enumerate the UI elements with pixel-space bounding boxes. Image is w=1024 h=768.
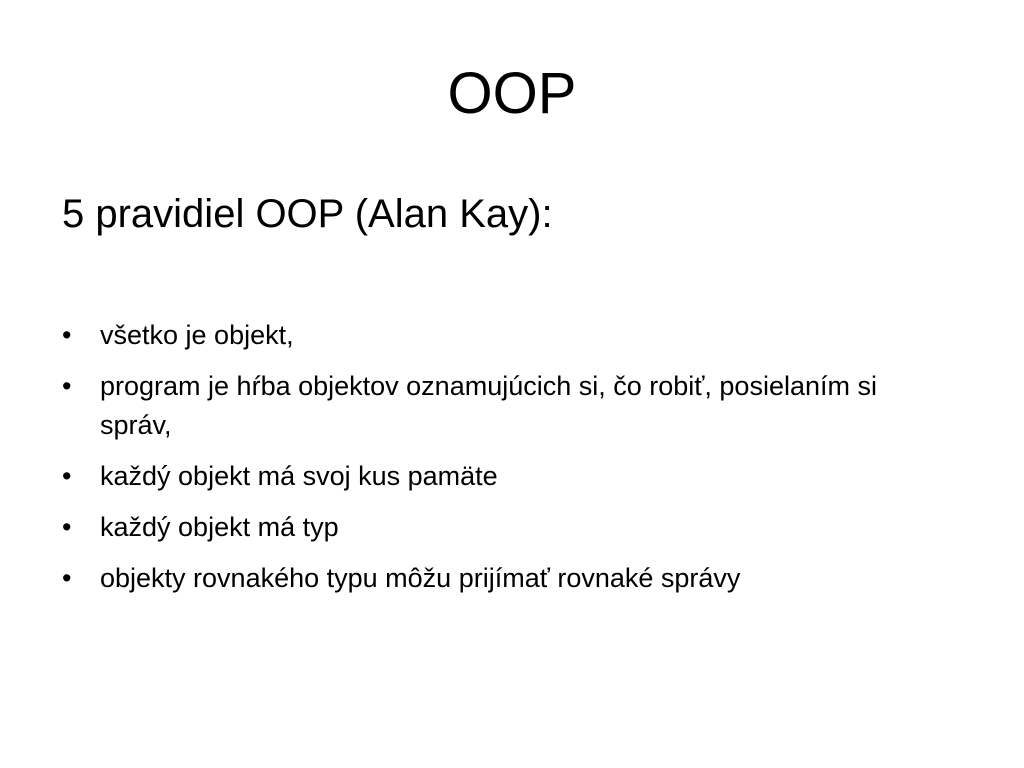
bullet-icon: • [62,320,72,350]
bullet-text: objekty rovnakého typu môžu prijímať rovnaké správy [100,563,741,593]
slide-title: OOP [447,61,577,126]
bullet-icon: • [62,563,72,593]
bullet-text: program je hŕba objektov oznamujúcich si, čo robiť, posielaním si správ, [100,371,877,440]
bullet-text: každý objekt má svoj kus pamäte [100,461,498,491]
bullet-item [62,457,962,496]
bullet-icon: • [62,371,72,401]
bullet-text: každý objekt má typ [100,512,339,542]
slide-subtitle: 5 pravidiel OOP (Alan Kay): [62,192,553,236]
bullet-icon: • [62,461,72,491]
bullet-item [62,367,962,445]
bullet-item [62,508,962,547]
bullet-icon: • [62,512,72,542]
bullet-list [62,316,962,610]
bullet-item [62,316,962,355]
bullet-item [62,559,962,598]
bullet-text: všetko je objekt, [100,320,294,350]
